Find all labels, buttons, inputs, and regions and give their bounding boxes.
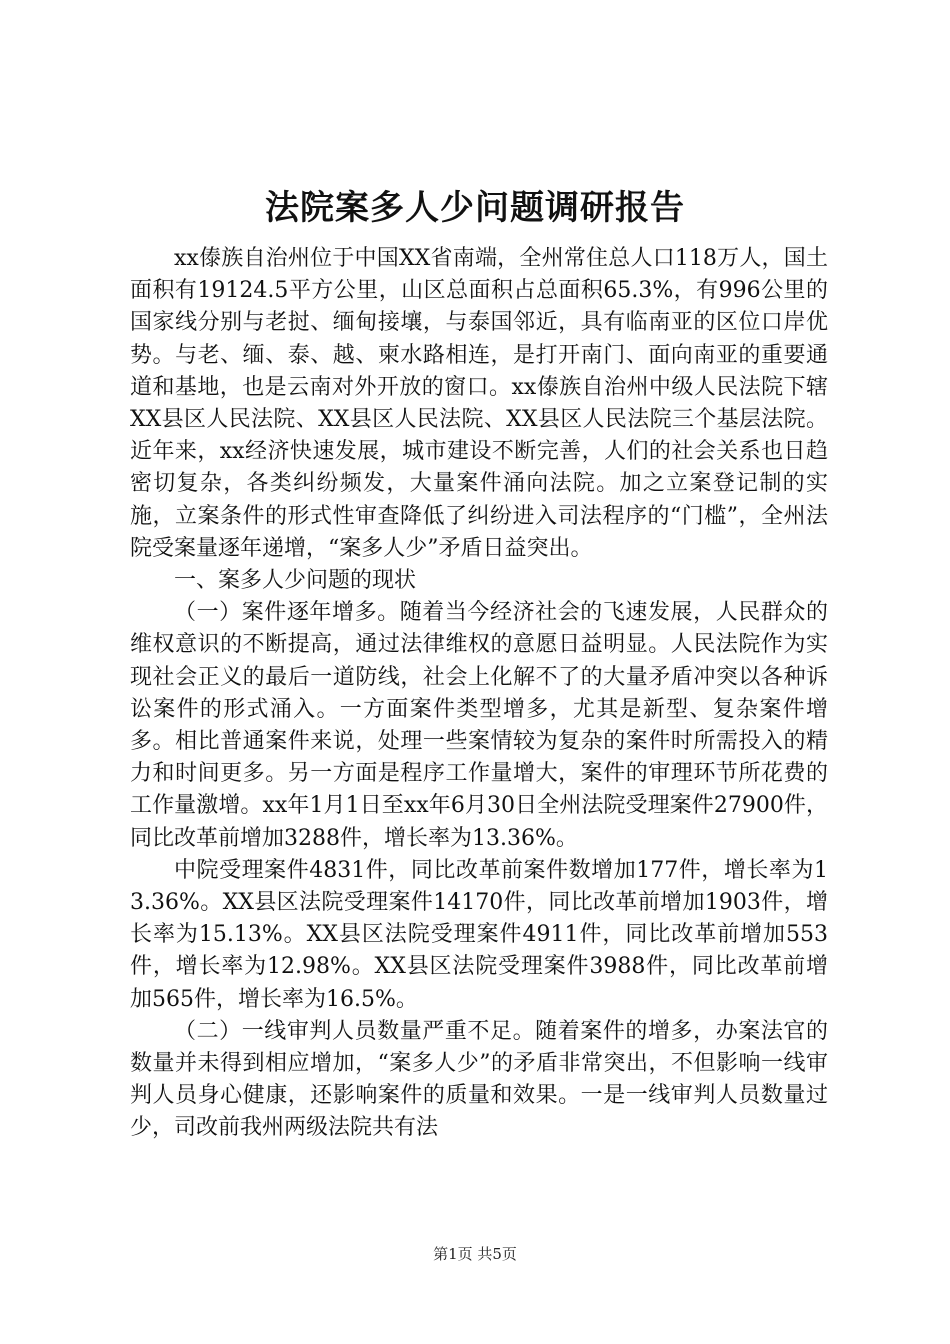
- section-heading-status: 一、案多人少问题的现状: [174, 568, 417, 594]
- document-body: [130, 243, 828, 1145]
- paragraph-intro: xx傣族自治州位于中国XX省南端，全州常住总人口118万人，国土面积有19124.5平方公里，山区总面积占总面积65.3%，有996公里的国家线分别与老挝、缅甸接壤，与泰国邻近，具有临南亚的区位口岸优势。与老、缅、泰、越、柬水路相连，是打开南门、面向南亚的重要通道和基地，也是云南对外开放的窗口。xx傣族自治州中级人民法院下辖XX县区人民法院、XX县区人民法院、XX县区人民法院三个基层法院。近年来，xx经济快速发展，城市建设不断完善，人们的社会关系也日趋密切复杂，各类纠纷频发，大量案件涌向法院。加之立案登记制的实施，立案条件的形式性审查降低了纠纷进入司法程序的“门槛”，全州法院受案量逐年递增，“案多人少”矛盾日益突出。: [130, 246, 828, 561]
- paragraph-staff-shortage: （二）一线审判人员数量严重不足。随着案件的增多，办案法官的数量并未得到相应增加，“案多人少”的矛盾非常突出，不但影响一线审判人员身心健康，还影响案件的质量和效果。一是一线审判人员数量过少，司改前我州两级法院共有法: [130, 1018, 828, 1141]
- paragraph-court-statistics: 中院受理案件4831件，同比改革前案件数增加177件，增长率为13.36%。XX县区法院受理案件14170件，同比改革前增加1903件，增长率为15.13%。XX县区法院受理案件4911件，同比改革前增加553件，增长率为12.98%。XX县区法院受理案件3988件，同比改革前增加565件，增长率为16.5%。: [130, 857, 828, 1012]
- page-footer: 第1页 共5页: [433, 1245, 517, 1263]
- paragraph-case-increase: （一）案件逐年增多。随着当今经济社会的飞速发展，人民群众的维权意识的不断提高，通过法律维权的意愿日益明显。人民法院作为实现社会正义的最后一道防线，社会上化解不了的大量矛盾冲突以各种诉讼案件的形式涌入。一方面案件类型增多，尤其是新型、复杂案件增多。相比普通案件来说，处理一些案情较为复杂的案件时所需投入的精力和时间更多。另一方面是程序工作量增大，案件的审理环节所花费的工作量激增。xx年1月1日至xx年6月30日全州法院受理案件27900件，同比改革前增加3288件，增长率为13.36%。: [130, 600, 828, 851]
- document-title: 法院案多人少问题调研报告: [265, 188, 685, 228]
